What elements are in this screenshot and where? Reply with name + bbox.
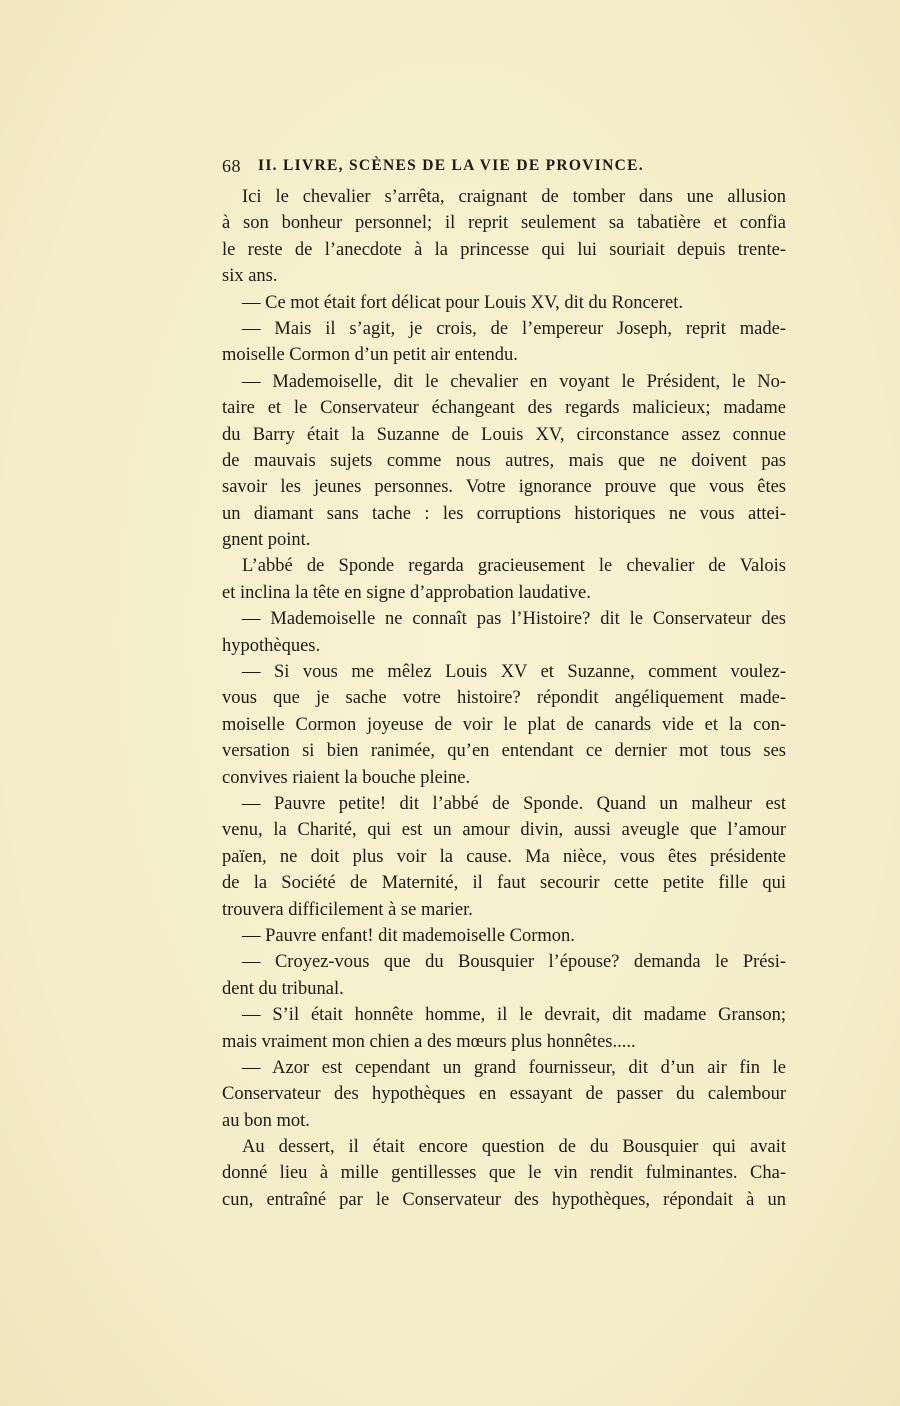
text-line: vous que je sache votre histoire? répondit angéliquement made-: [222, 688, 786, 709]
text-line: hypothèques.: [222, 635, 321, 656]
paragraph: [222, 316, 786, 369]
paragraph: [222, 1002, 786, 1055]
text-line: païen, ne doit plus voir la cause. Ma nièce, vous êtes présidente: [222, 846, 786, 867]
paragraph: [222, 184, 786, 290]
text-line: à son bonheur personnel; il reprit seulement sa tabatière et confia: [222, 213, 786, 234]
text-line: donné lieu à mille gentillesses que le vin rendit fulminantes. Cha-: [222, 1163, 786, 1184]
text-line: — Pauvre enfant! dit mademoiselle Cormon.: [242, 925, 575, 946]
text-line: — S’il était honnête homme, il le devrait, dit madame Granson;: [242, 1005, 786, 1026]
text-line: moiselle Cormon d’un petit air entendu.: [222, 345, 518, 366]
text-line: — Croyez-vous que du Bousquier l’épouse? demanda le Prési-: [242, 952, 786, 973]
text-line: venu, la Charité, qui est un amour divin, aussi aveugle que l’amour: [222, 820, 786, 841]
text-line: du Barry était la Suzanne de Louis XV, circonstance assez connue: [222, 424, 786, 445]
paragraph: [222, 949, 786, 1002]
text-line: — Si vous me mêlez Louis XV et Suzanne, comment voulez-: [242, 662, 786, 683]
text-line: un diamant sans tache : les corruptions historiques ne vous attei-: [222, 503, 786, 524]
text-line: taire et le Conservateur échangeant des regards malicieux; madame: [222, 398, 786, 419]
paragraph: [222, 606, 786, 659]
text-line: — Pauvre petite! dit l’abbé de Sponde. Quand un malheur est: [242, 793, 786, 814]
text-line: versation si bien ranimée, qu’en entendant ce dernier mot tous ses: [222, 741, 786, 762]
paragraph: [222, 290, 786, 316]
paragraph: [222, 1055, 786, 1134]
text-line: — Mademoiselle, dit le chevalier en voyant le Président, le No-: [242, 371, 786, 392]
text-line: Conservateur des hypothèques en essayant de passer du calembour: [222, 1084, 786, 1105]
text-line: au bon mot.: [222, 1110, 310, 1131]
text-line: convives riaient la bouche pleine.: [222, 767, 471, 788]
text-line: savoir les jeunes personnes. Votre ignorance prouve que vous êtes: [222, 477, 786, 498]
body-text: [222, 184, 786, 1213]
text-line: gnent point.: [222, 530, 311, 551]
text-line: moiselle Cormon joyeuse de voir le plat de canards vide et la con-: [222, 714, 786, 735]
paragraph: [222, 553, 786, 606]
text-line: — Azor est cependant un grand fournisseur, dit d’un air fin le: [242, 1057, 786, 1078]
text-line: de mauvais sujets comme nous autres, mais que ne doivent pas: [222, 450, 786, 471]
text-line: L’abbé de Sponde regarda gracieusement le chevalier de Valois: [242, 556, 786, 577]
text-line: dent du tribunal.: [222, 978, 344, 999]
paragraph: [222, 659, 786, 791]
text-line: six ans.: [222, 266, 278, 287]
text-line: trouvera difficilement à se marier.: [222, 899, 473, 920]
paragraph: [222, 923, 786, 949]
text-line: Ici le chevalier s’arrêta, craignant de tomber dans une allusion: [242, 187, 786, 207]
text-line: de la Société de Maternité, il faut secourir cette petite fille qui: [222, 873, 786, 894]
text-line: le reste de l’anecdote à la princesse qui lui souriait depuis trente-: [222, 239, 786, 260]
paragraph: [222, 791, 786, 923]
text-line: — Mademoiselle ne connaît pas l’Histoire? dit le Conservateur des: [242, 609, 786, 630]
text-line: mais vraiment mon chien a des mœurs plus honnêtes.....: [222, 1031, 636, 1052]
paragraph: [222, 369, 786, 554]
text-line: — Ce mot était fort délicat pour Louis XV, dit du Ronceret.: [242, 292, 684, 313]
running-title: II. LIVRE, SCÈNES DE LA VIE DE PROVINCE.: [258, 157, 644, 174]
paragraph: [222, 1134, 786, 1213]
text-line: cun, entraîné par le Conservateur des hypothèques, répondait à un: [222, 1189, 786, 1210]
running-header: [222, 156, 722, 180]
text-line: Au dessert, il était encore question de du Bousquier qui avait: [242, 1137, 786, 1158]
text-line: et inclina la tête en signe d’approbation laudative.: [222, 582, 591, 603]
page-number: 68: [222, 156, 241, 176]
text-line: — Mais il s’agit, je crois, de l’empereur Joseph, reprit made-: [242, 318, 786, 339]
